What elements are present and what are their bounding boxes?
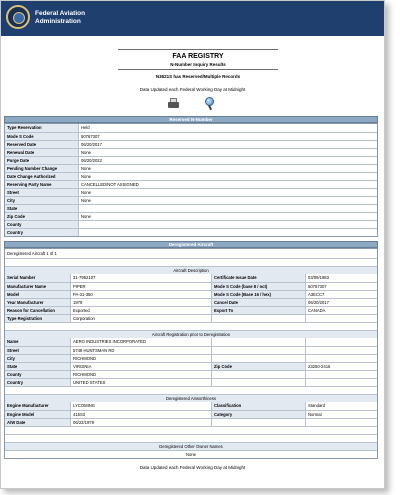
field-label — [212, 419, 306, 426]
field-value — [306, 355, 377, 362]
field-value: Standard — [306, 402, 377, 410]
field-label: Mode S Code — [5, 133, 79, 140]
field-label: Mode S Code (base 8 / oct) — [212, 283, 306, 290]
field-value: 06/22/1979 — [71, 419, 212, 426]
deregistered-table — [4, 248, 378, 459]
field-value: None — [79, 173, 377, 180]
spacer-row — [5, 386, 377, 394]
table-row — [5, 306, 377, 314]
deregistered-section-heading: Deregistered Aircraft — [4, 241, 378, 248]
magnifier-handle — [208, 105, 212, 110]
field-label: Classification — [212, 402, 306, 410]
table-row — [5, 188, 377, 196]
field-value: AERO INDUSTRIES INCORPORATED — [71, 338, 212, 346]
field-label: Zip Code — [212, 363, 306, 370]
table-row — [5, 140, 377, 148]
field-label: Renewal Date — [5, 149, 79, 156]
field-label: Zip Code — [5, 213, 79, 220]
divider — [118, 69, 278, 70]
field-label: Year Manufacturer — [5, 299, 71, 306]
field-value: Corporation — [71, 315, 212, 322]
status-message: N3621S has Reserved/Multiple Records — [155, 74, 241, 79]
field-label: Street — [5, 347, 71, 354]
field-value: 23250-2416 — [306, 363, 377, 370]
field-label: County — [5, 371, 71, 378]
field-label: Category — [212, 411, 306, 418]
field-value: VIRGINIA — [71, 363, 212, 370]
airworthiness-heading: Deregistered Airworthiness — [5, 394, 377, 402]
field-label: Country — [5, 229, 79, 236]
table-row — [5, 180, 377, 188]
field-label: Serial Number — [5, 274, 71, 282]
field-label: Mode S Code (Base 16 / hex) — [212, 291, 306, 298]
field-label: A/W Date — [5, 419, 71, 426]
printer-body — [168, 102, 179, 108]
field-label: Engine Model — [5, 411, 71, 418]
field-label: Manufacturer Name — [5, 283, 71, 290]
table-row — [5, 212, 377, 220]
spacer-row — [5, 426, 377, 434]
footer-updated-note: Data Updated each Federal Working Day at Midnight — [139, 465, 246, 470]
field-value: 06/20/2017 — [79, 141, 377, 148]
field-value: LYCOMING — [71, 402, 212, 410]
table-row — [5, 314, 377, 322]
field-value: A3ECC7 — [306, 291, 377, 298]
table-row — [5, 346, 377, 354]
field-label — [212, 371, 306, 378]
field-value: CANADA — [306, 307, 377, 314]
table-row — [5, 274, 377, 282]
field-label: Pending Number Change — [5, 165, 79, 172]
table-row — [5, 402, 377, 410]
field-label: County — [5, 221, 79, 228]
table-row — [5, 156, 377, 164]
table-row — [5, 282, 377, 290]
table-row — [5, 370, 377, 378]
field-value: 50767307 — [79, 133, 377, 140]
field-label: Reason for Cancellation — [5, 307, 71, 314]
field-label: Country — [5, 379, 71, 386]
registry-title-block — [118, 49, 278, 79]
divider — [118, 49, 278, 50]
table-row — [5, 298, 377, 306]
field-label — [212, 347, 306, 354]
spacer-row — [5, 322, 377, 330]
field-label: Engine Manufacturer — [5, 402, 71, 410]
table-row — [5, 124, 377, 132]
field-label: City — [5, 197, 79, 204]
field-value: 50767307 — [306, 283, 377, 290]
deregistered-count: Deregistered Aircraft 1 of 1 — [5, 249, 377, 258]
table-row — [5, 148, 377, 156]
page-title: FAA REGISTRY — [172, 53, 224, 60]
reserved-section-heading: Reserved N-Number — [4, 116, 378, 123]
field-value — [306, 371, 377, 378]
field-label: State — [5, 205, 79, 212]
field-value — [306, 338, 377, 346]
spacer-row — [5, 434, 377, 442]
field-value: Exported — [71, 307, 212, 314]
table-row — [5, 410, 377, 418]
field-value — [306, 379, 377, 386]
aircraft-description-heading: Aircraft Description — [5, 266, 377, 274]
printer-icon[interactable] — [167, 98, 180, 110]
field-label: Purge Date — [5, 157, 79, 164]
table-row — [5, 228, 377, 236]
field-label: Reserving Party Name — [5, 181, 79, 188]
field-label: State — [5, 363, 71, 370]
agency-name[interactable] — [35, 10, 155, 25]
field-value: CANCELLED/NOT ASSIGNED — [79, 181, 377, 188]
table-row — [5, 354, 377, 362]
table-row — [5, 132, 377, 140]
field-value: Held — [79, 124, 377, 132]
field-label — [212, 379, 306, 386]
search-globe-icon[interactable] — [204, 97, 216, 110]
field-value: None — [79, 213, 377, 220]
field-value: None — [79, 189, 377, 196]
table-row — [5, 362, 377, 370]
field-value: 31-7952107 — [71, 274, 212, 282]
field-value — [79, 229, 377, 236]
field-value: UNITED STATES — [71, 379, 212, 386]
field-label: Cancel Date — [212, 299, 306, 306]
airworthiness-rows — [5, 402, 377, 426]
field-value: None — [79, 165, 377, 172]
field-label: Street — [5, 189, 79, 196]
field-label: Certificate Issue Date — [212, 274, 306, 282]
field-value: 06/20/2017 — [306, 299, 377, 306]
table-row — [5, 204, 377, 212]
faa-seal-logo-icon[interactable] — [6, 5, 30, 29]
field-value: RICHMOND — [71, 371, 212, 378]
field-value — [79, 221, 377, 228]
field-label: Type Reservation — [5, 124, 79, 132]
field-value: Normal — [306, 411, 377, 418]
field-label: Type Registration — [5, 315, 71, 322]
field-value: RICHMOND — [71, 355, 212, 362]
field-label — [212, 355, 306, 362]
registration-rows — [5, 338, 377, 386]
field-value: 1979 — [71, 299, 212, 306]
field-value: 03/09/1983 — [306, 274, 377, 282]
field-value: 5748 HUNTSMAN RD — [71, 347, 212, 354]
field-value: None — [79, 197, 377, 204]
data-updated-note: Data Updated each Federal Working Day at Midnight — [139, 87, 246, 92]
agency-line-1: Federal Aviation — [35, 10, 86, 17]
field-label: Date Change Authorized — [5, 173, 79, 180]
other-owners-heading: Deregistered Other Owner Names — [5, 442, 377, 450]
table-row — [5, 220, 377, 228]
spacer-row — [5, 258, 377, 266]
registration-heading: Aircraft Registration prior to Deregistration — [5, 330, 377, 338]
table-row — [5, 378, 377, 386]
field-value — [306, 419, 377, 426]
table-row — [5, 164, 377, 172]
seal-center — [13, 12, 25, 24]
aircraft-description-rows — [5, 274, 377, 322]
agency-line-2: Administration — [35, 17, 81, 25]
field-label: Reserved Date — [5, 141, 79, 148]
reserved-table — [4, 123, 378, 237]
field-value — [306, 315, 377, 322]
field-label — [212, 315, 306, 322]
table-row — [5, 196, 377, 204]
field-label: Export To — [212, 307, 306, 314]
field-value: PIPER — [71, 283, 212, 290]
field-value: 415S3 — [71, 411, 212, 418]
field-value — [306, 347, 377, 354]
field-label: City — [5, 355, 71, 362]
table-row — [5, 338, 377, 346]
field-value — [79, 205, 377, 212]
field-label — [212, 338, 306, 346]
faa-header-bar — [1, 1, 384, 36]
field-label: Model — [5, 291, 71, 298]
field-value: PA-31-350 — [71, 291, 212, 298]
table-row — [5, 172, 377, 180]
other-owners-value: None — [5, 450, 377, 458]
field-label: Name — [5, 338, 71, 346]
table-row — [5, 418, 377, 426]
page-subtitle: N-Number Inquiry Results — [170, 62, 226, 67]
field-value: 06/20/2022 — [79, 157, 377, 164]
field-value: None — [79, 149, 377, 156]
table-row — [5, 290, 377, 298]
